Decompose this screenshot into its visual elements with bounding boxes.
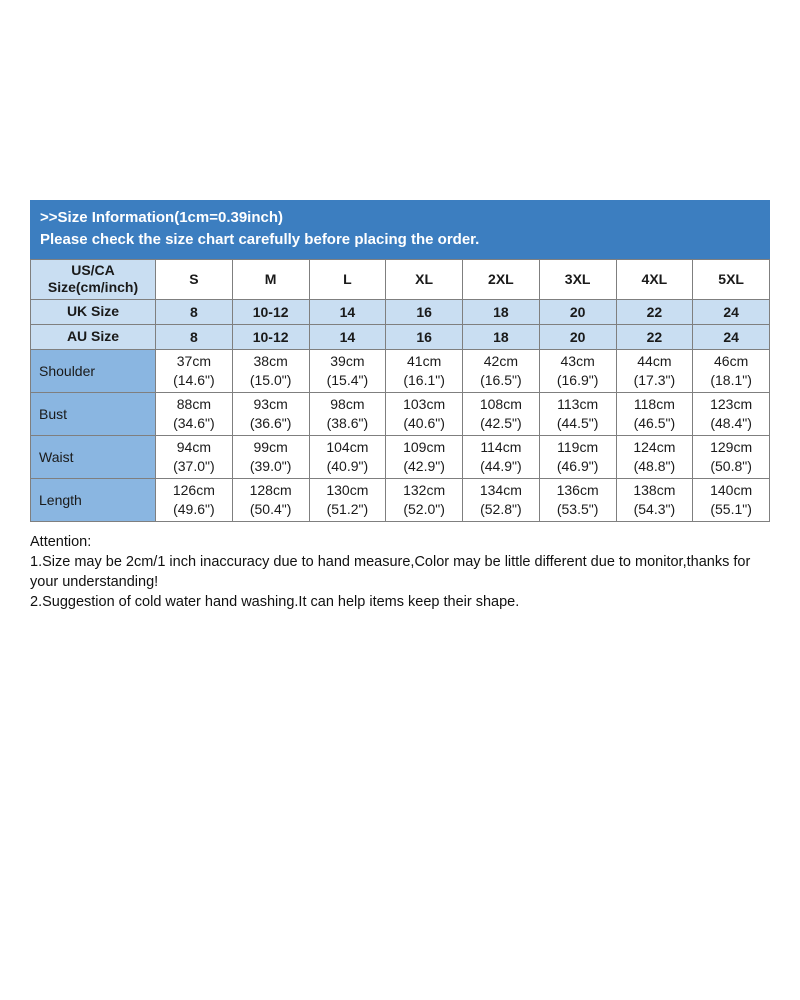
measurement-row	[31, 478, 770, 521]
size-row-value: 16	[386, 324, 463, 349]
measurement-value: 39cm (15.4")	[309, 349, 386, 392]
measurement-value: 38cm (15.0")	[232, 349, 309, 392]
measurement-value: 136cm (53.5")	[539, 478, 616, 521]
size-row-value: 22	[616, 324, 693, 349]
attention-title: Attention:	[30, 533, 92, 550]
measurement-value: 44cm (17.3")	[616, 349, 693, 392]
measurement-value: 113cm (44.5")	[539, 392, 616, 435]
size-column-header-l: L	[309, 259, 386, 299]
measurement-label: Waist	[31, 435, 156, 478]
size-row	[31, 299, 770, 324]
measurement-value: 88cm (34.6")	[156, 392, 233, 435]
size-row-label: AU Size	[31, 324, 156, 349]
measurement-value: 42cm (16.5")	[463, 349, 540, 392]
attention-section	[30, 532, 770, 612]
measurement-value: 99cm (39.0")	[232, 435, 309, 478]
size-row-value: 18	[463, 324, 540, 349]
measurement-value: 103cm (40.6")	[386, 392, 463, 435]
measurement-value: 43cm (16.9")	[539, 349, 616, 392]
measurement-label: Bust	[31, 392, 156, 435]
measurement-value: 104cm (40.9")	[309, 435, 386, 478]
size-table	[30, 259, 770, 522]
measurement-row	[31, 392, 770, 435]
size-row-value: 20	[539, 299, 616, 324]
attention-line-1: 1.Size may be 2cm/1 inch inaccuracy due to hand measure,Color may be little different due to monitor,thanks for your understanding!	[30, 553, 751, 590]
size-row	[31, 324, 770, 349]
size-row-value: 16	[386, 299, 463, 324]
measurement-label: Shoulder	[31, 349, 156, 392]
banner-line1: >>Size Information(1cm=0.39inch)	[40, 209, 283, 226]
size-row-value: 24	[693, 299, 770, 324]
size-row-value: 22	[616, 299, 693, 324]
size-info-banner	[30, 200, 770, 259]
measurement-value: 93cm (36.6")	[232, 392, 309, 435]
banner-line2: Please check the size chart carefully before placing the order.	[40, 230, 480, 248]
measurement-value: 94cm (37.0")	[156, 435, 233, 478]
measurement-value: 37cm (14.6")	[156, 349, 233, 392]
measurement-value: 132cm (52.0")	[386, 478, 463, 521]
measurement-row	[31, 435, 770, 478]
measurement-value: 41cm (16.1")	[386, 349, 463, 392]
measurement-value: 119cm (46.9")	[539, 435, 616, 478]
measurement-label: Length	[31, 478, 156, 521]
size-row-value: 24	[693, 324, 770, 349]
size-row-value: 10-12	[232, 299, 309, 324]
measurement-value: 138cm (54.3")	[616, 478, 693, 521]
size-column-header-s: S	[156, 259, 233, 299]
header-row	[31, 259, 770, 299]
size-row-value: 8	[156, 324, 233, 349]
measurement-value: 130cm (51.2")	[309, 478, 386, 521]
size-row-value: 14	[309, 299, 386, 324]
measurement-value: 114cm (44.9")	[463, 435, 540, 478]
measurement-value: 140cm (55.1")	[693, 478, 770, 521]
measurement-value: 126cm (49.6")	[156, 478, 233, 521]
measurement-value: 129cm (50.8")	[693, 435, 770, 478]
size-column-header-xl: XL	[386, 259, 463, 299]
measurement-value: 124cm (48.8")	[616, 435, 693, 478]
size-row-value: 18	[463, 299, 540, 324]
measurement-row	[31, 349, 770, 392]
size-row-value: 20	[539, 324, 616, 349]
measurement-value: 128cm (50.4")	[232, 478, 309, 521]
measurement-value: 109cm (42.9")	[386, 435, 463, 478]
size-row-value: 8	[156, 299, 233, 324]
attention-line-2: 2.Suggestion of cold water hand washing.It can help items keep their shape.	[30, 593, 520, 610]
measurement-value: 98cm (38.6")	[309, 392, 386, 435]
size-row-value: 14	[309, 324, 386, 349]
measurement-value: 108cm (42.5")	[463, 392, 540, 435]
uscasize-header-cell: US/CA Size(cm/inch)	[31, 259, 156, 299]
measurement-value: 134cm (52.8")	[463, 478, 540, 521]
size-column-header-m: M	[232, 259, 309, 299]
size-column-header-4xl: 4XL	[616, 259, 693, 299]
size-column-header-5xl: 5XL	[693, 259, 770, 299]
measurement-value: 118cm (46.5")	[616, 392, 693, 435]
measurement-value: 46cm (18.1")	[693, 349, 770, 392]
size-row-label: UK Size	[31, 299, 156, 324]
size-column-header-2xl: 2XL	[463, 259, 540, 299]
size-chart-page	[30, 200, 770, 612]
measurement-value: 123cm (48.4")	[693, 392, 770, 435]
size-column-header-3xl: 3XL	[539, 259, 616, 299]
size-row-value: 10-12	[232, 324, 309, 349]
